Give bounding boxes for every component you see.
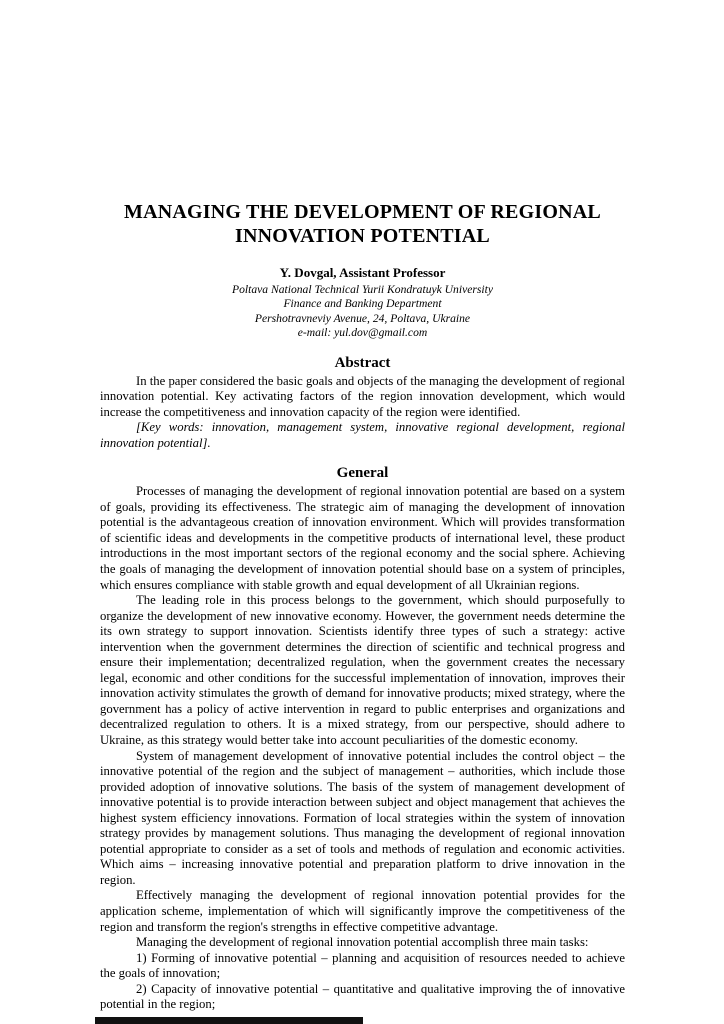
body-paragraph-4: Effectively managing the development of regional innovation potential provides for the application scheme, implementation of which will significantly improve the competitiveness of the region and transform the region's strengths in effective competitive advantage.: [100, 888, 625, 934]
abstract-paragraph: In the paper considered the basic goals and objects of the managing the development of regional innovation potential. Key activating factors of the region innovation development, which would increase the competitiveness and innovation capacity of the region were identified.: [100, 373, 625, 419]
keywords-paragraph: [Key words: innovation, management system, innovative regional development, regional innovation potential].: [100, 420, 625, 450]
body-paragraph-2: The leading role in this process belongs to the government, which should purposefully to organize the development of new innovative economy. However, the government needs determine the its own strategy to support innovation. Scientists identify three types of such a strategy: active intervention when the government determines the direction of scientific and technical progress and ensure their implementation; decentralized regulation, when the government creates the necessary legal, economic and other conditions for the successful implementation of innovation, improves their innovation activity stimulates the growth of demand for innovative products; mixed strategy, where the government has a policy of active intervention in regard to public enterprises and organizations and decentralized regulation to others. It is a mixed strategy, from our perspective, should adhere to Ukraine, as this strategy would better take into account peculiarities of the domestic economy.: [100, 593, 625, 748]
body-paragraph-5: Managing the development of regional innovation potential accomplish three main tasks:: [136, 935, 589, 950]
section-heading-abstract: Abstract: [334, 354, 391, 371]
author-line: Y. Dovgal, Assistant Professor: [279, 264, 446, 280]
section-heading-general: General: [336, 465, 389, 482]
body-paragraph-7-list-item-2: 2) Capacity of innovative potential – quantitative and qualitative improving the of innovative potential in the region;: [100, 981, 625, 1012]
affiliation-email: e-mail: yul.dov@gmail.com: [297, 326, 428, 340]
body-paragraph-1: Processes of managing the development of regional innovation potential are based on a system of goals, providing its effectiveness. The strategic aim of managing the development of innovation potential is the advantageous creation of innovation environment. Which will provides transformation of scientific ideas and developments in the competitive products of international level, these product introductions in the most important sectors of the regional economy and the social sphere. Achieving the goals of managing the development of innovation potential should base on a system of principles, which ensures compliance with stable growth and equal development of all Ukrainian regions.: [100, 484, 625, 592]
affiliation-university: Poltava National Technical Yurii Kondratuyk University: [232, 283, 493, 297]
affiliation-department: Finance and Banking Department: [283, 297, 442, 311]
body-paragraph-3: System of management development of innovative potential includes the control object – the innovative potential of the region and the subject of management – authorities, which include those provided adoption of innovative solutions. The basis of the system of management development of innovative potential is to provide interaction between subject and object management that achieves the highest system efficiency innovations. Formation of local strategies within the system of innovation strategy provides by management solutions. Thus managing the development of regional innovation potential appropriate to consider as a set of tools and methods of regulation and economic activities. Which aims – increasing innovative potential and preparation platform to drive innovation in the region.: [100, 748, 625, 887]
next-page-edge-artifact: [95, 1017, 363, 1024]
paper-title: MANAGING THE DEVELOPMENT OF REGIONAL INNOVATION POTENTIAL: [124, 201, 601, 248]
affiliation-address: Pershotravneviy Avenue, 24, Poltava, Ukraine: [254, 311, 471, 325]
body-paragraph-6-list-item-1: 1) Forming of innovative potential – planning and acquisition of resources needed to achieve the goals of innovation;: [100, 950, 625, 981]
